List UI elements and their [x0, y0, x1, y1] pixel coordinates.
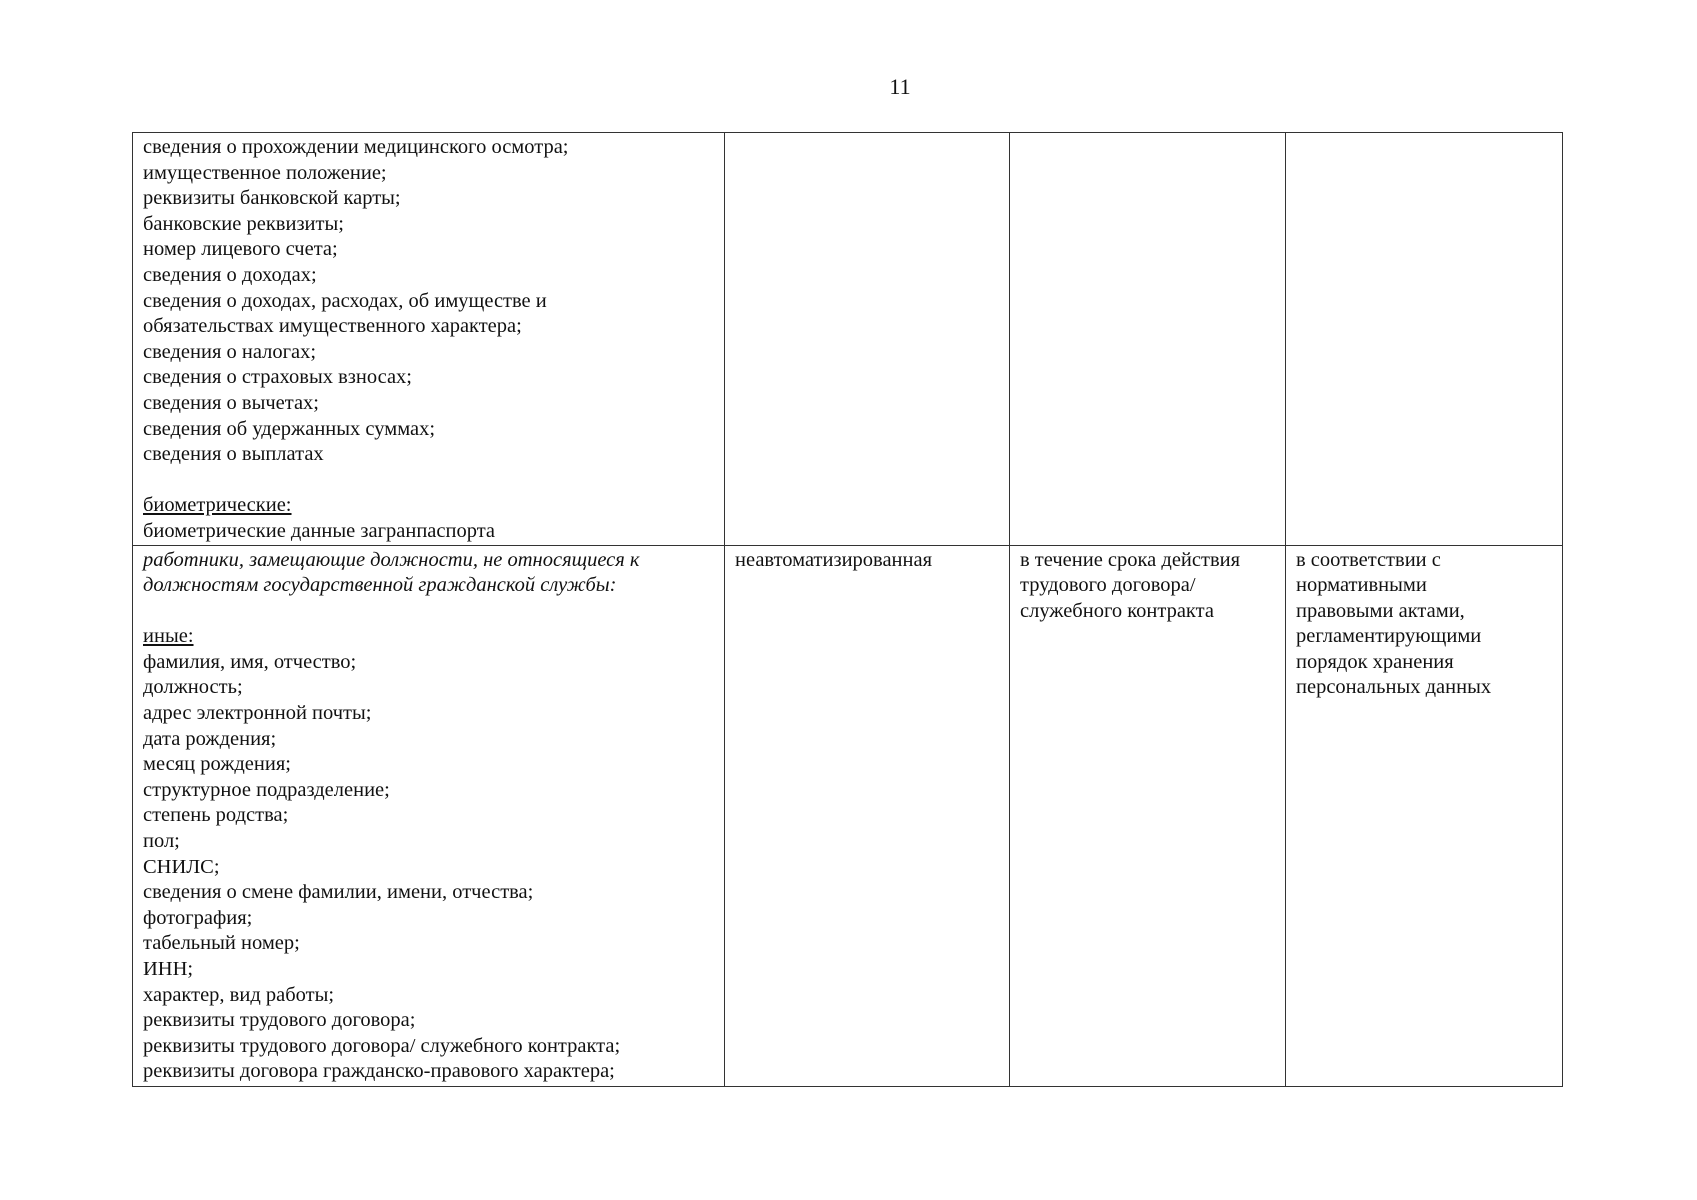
storage-order-line: нормативными	[1296, 574, 1427, 597]
list-item: фамилия, имя, отчество;	[143, 650, 357, 673]
other-heading: иные:	[143, 625, 194, 648]
list-item: степень родства;	[143, 804, 289, 827]
biometric-heading: биометрические:	[143, 494, 292, 517]
storage-term-line: служебного контракта	[1020, 599, 1214, 622]
list-item: сведения о налогах;	[143, 340, 317, 363]
list-item: сведения о прохождении медицинского осмотра;	[143, 136, 569, 158]
list-item: табельный номер;	[143, 932, 300, 955]
storage-order-line: правовыми актами,	[1296, 599, 1465, 622]
list-item: фотография;	[143, 906, 253, 929]
list-item: должность;	[143, 676, 243, 699]
storage-order-line: порядок хранения	[1296, 650, 1454, 673]
table-row	[133, 545, 1563, 1086]
list-item: реквизиты трудового договора/ служебного контракта;	[143, 1034, 621, 1057]
list-item: сведения об удержанных суммах;	[143, 417, 436, 440]
empty-cell	[725, 133, 1010, 546]
list-item: пол;	[143, 830, 180, 853]
list-item: дата рождения;	[143, 727, 277, 750]
blank-line	[143, 599, 714, 625]
blank-line	[143, 468, 714, 494]
list-item: обязательствах имущественного характера;	[143, 315, 522, 338]
list-item: характер, вид работы;	[143, 983, 335, 1006]
list-item: имущественное положение;	[143, 161, 387, 184]
personal-data-table	[132, 132, 1563, 1087]
list-item: сведения о страховых взносах;	[143, 366, 412, 389]
list-item: сведения о смене фамилии, имени, отчества;	[143, 881, 534, 904]
list-item: банковские реквизиты;	[143, 212, 344, 235]
storage-order-line: в соответствии с	[1296, 548, 1441, 571]
list-item: реквизиты договора гражданско-правового характера;	[143, 1060, 615, 1083]
storage-order-cell	[1286, 545, 1563, 1086]
list-item: сведения о доходах, расходах, об имуществе и	[143, 289, 547, 312]
page-number: 11	[889, 74, 911, 99]
list-item: ИНН;	[143, 958, 194, 980]
processing-method-cell	[725, 545, 1010, 1086]
storage-term-cell	[1010, 545, 1286, 1086]
list-item: месяц рождения;	[143, 753, 291, 776]
empty-cell	[1010, 133, 1286, 546]
list-item: структурное подразделение;	[143, 778, 390, 801]
list-item: сведения о выплатах	[143, 443, 324, 466]
data-list-cell	[133, 133, 725, 546]
list-item: биометрические данные загранпаспорта	[143, 519, 496, 542]
processing-method: неавтоматизированная	[735, 548, 933, 571]
list-item: сведения о вычетах;	[143, 391, 320, 414]
storage-term-line: трудового договора/	[1020, 574, 1196, 597]
list-item: номер лицевого счета;	[143, 238, 338, 261]
data-list-cell	[133, 545, 725, 1086]
category-title: должностям государственной гражданской службы:	[143, 574, 617, 597]
list-item: адрес электронной почты;	[143, 702, 372, 725]
table-row	[133, 133, 1563, 546]
empty-cell	[1286, 133, 1563, 546]
list-item: СНИЛС;	[143, 855, 220, 878]
list-item: сведения о доходах;	[143, 263, 317, 286]
category-title: работники, замещающие должности, не относящиеся к	[143, 548, 640, 571]
storage-order-line: персональных данных	[1296, 676, 1492, 699]
list-item: реквизиты трудового договора;	[143, 1009, 416, 1032]
list-item: реквизиты банковской карты;	[143, 187, 401, 210]
storage-order-line: регламентирующими	[1296, 625, 1482, 648]
storage-term-line: в течение срока действия	[1020, 548, 1241, 571]
